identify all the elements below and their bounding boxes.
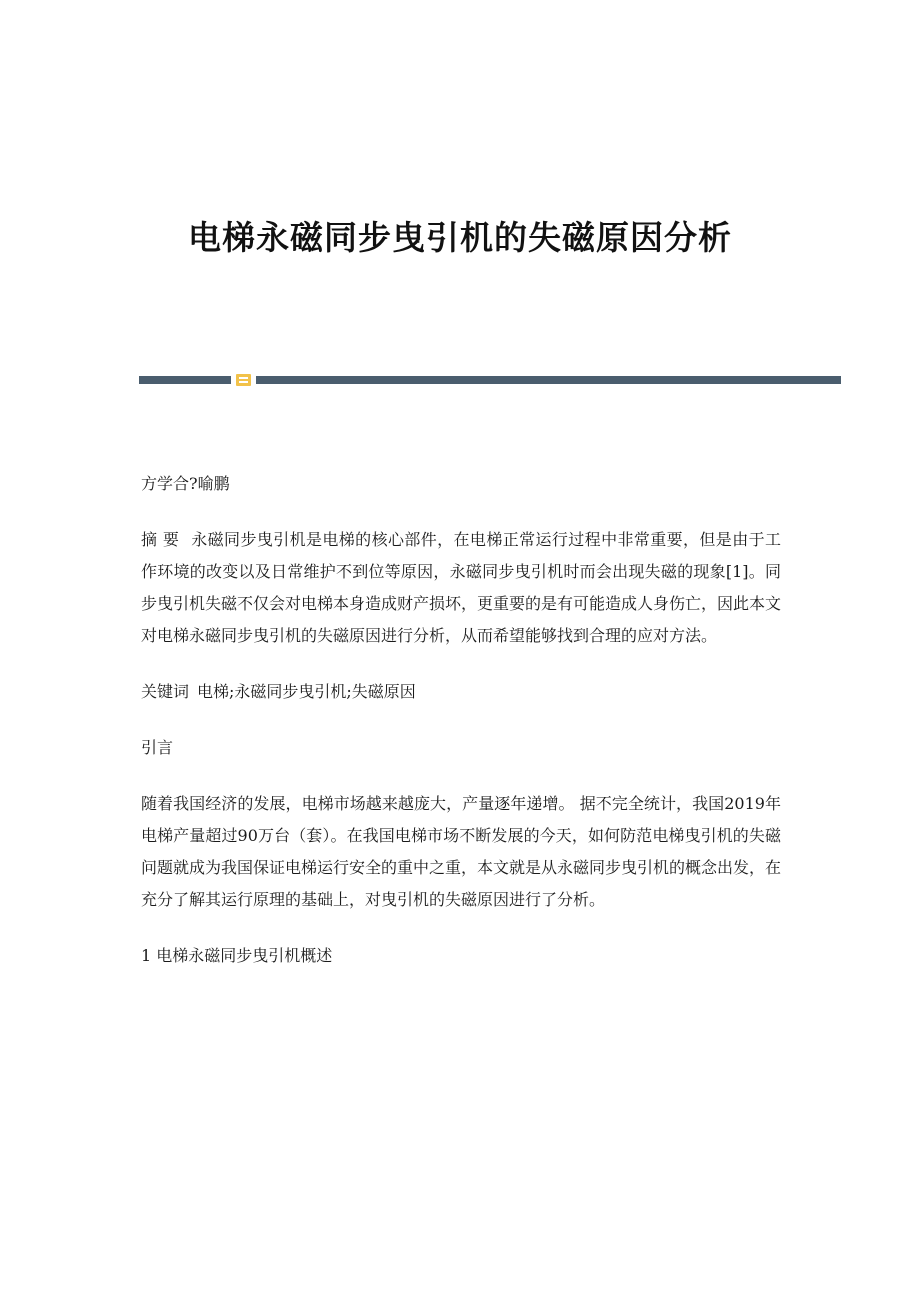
section-1-heading: 1 电梯永磁同步曳引机概述 xyxy=(141,946,333,965)
divider-ornament-icon xyxy=(236,374,251,386)
document-title: 电梯永磁同步曳引机的失磁原因分析 xyxy=(188,218,732,257)
intro-heading: 引言 xyxy=(141,738,174,757)
abstract-paragraph xyxy=(141,524,781,652)
divider-bar-left xyxy=(139,376,231,384)
abstract-text: 永磁同步曳引机是电梯的核心部件，在电梯正常运行过程中非常重要，但是由于工作环境的改变以及日常维护不到位等原因，永磁同步曳引机时而会出现失磁的现象[1]。同步曳引机失磁不仅会对电梯本身造成财产损坏，更重要的是有可能造成人身伤亡，因此本文对电梯永磁同步曳引机的失磁原因进行分析，从而希望能够找到合理的应对方法。 xyxy=(141,530,782,645)
keywords-text: 电梯;永磁同步曳引机;失磁原因 xyxy=(197,682,416,701)
intro-paragraph: 随着我国经济的发展，电梯市场越来越庞大，产量逐年递增。 据不完全统计，我国2019年电梯产量超过90万台（套）。在我国电梯市场不断发展的今天，如何防范电梯曳引机的失磁问题就成为我国保证电梯运行安全的重中之重，本文就是从永磁同步曳引机的概念出发，在充分了解其运行原理的基础上，对曳引机的失磁原因进行了分析。 xyxy=(141,794,782,909)
keywords-paragraph xyxy=(141,676,781,708)
title-divider xyxy=(139,374,841,386)
authors: 方学合?喻鹏 xyxy=(141,474,230,493)
abstract-label: 摘 要 xyxy=(141,530,180,549)
divider-bar-right xyxy=(256,376,841,384)
document-body xyxy=(141,468,781,996)
keywords-label: 关键词 xyxy=(141,682,190,701)
